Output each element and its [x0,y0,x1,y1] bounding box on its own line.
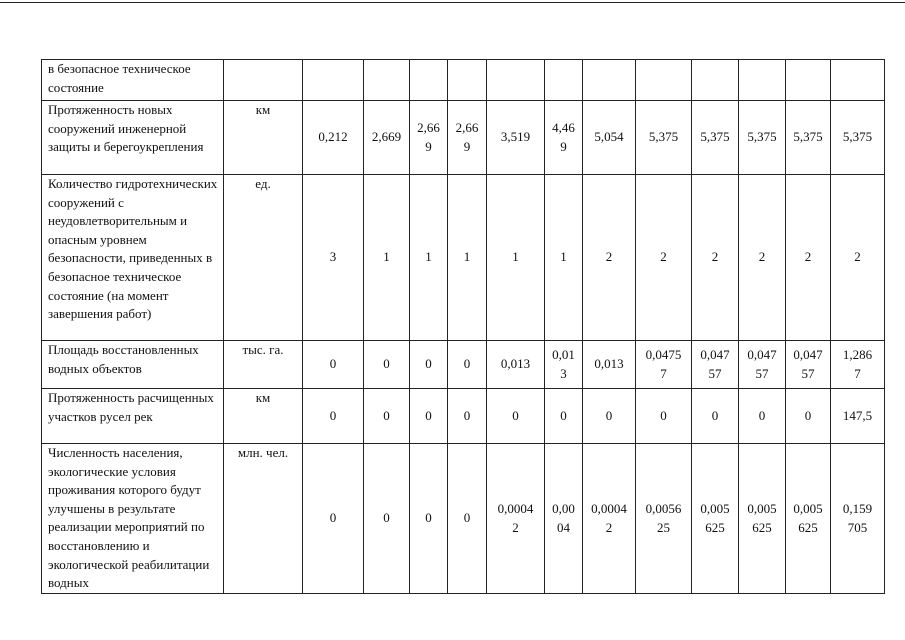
value-text: 2,669 [371,129,402,145]
value-cell [303,175,364,341]
value-text: 5,375 [648,129,679,145]
value-cell [786,60,831,101]
value-cell [303,101,364,175]
value-cell [692,389,739,444]
value-text: 0,047 57 [747,346,777,381]
value-text: 3,519 [500,129,531,145]
value-cell [303,60,364,101]
value-cell [692,60,739,101]
value-cell [545,101,583,175]
value-text: 0,0004 2 [497,500,534,535]
value-text: 5,375 [842,129,873,145]
value-cell [364,341,410,389]
value-cell [545,175,583,341]
value-text: 0 [425,510,432,526]
value-cell [739,101,786,175]
value-cell [487,101,545,175]
table-row [42,60,885,101]
value-cell [364,389,410,444]
value-text: 2 [660,249,667,265]
value-text: 5,375 [793,129,823,145]
value-cell [831,444,885,594]
value-text: 0 [383,356,390,372]
value-cell [739,389,786,444]
value-cell [692,341,739,389]
value-cell [831,175,885,341]
value-text: 0,013 [594,356,624,372]
value-cell [831,341,885,389]
value-cell [410,341,448,389]
unit-cell: млн. чел. [224,444,303,594]
value-text: 2 [605,249,613,265]
value-cell [545,389,583,444]
value-text: 0 [463,510,471,526]
value-cell [303,341,364,389]
indicator-name-cell: Количество гидротехнических сооружений с неудовлетворительным и опасным уровнем безопасности, приведенных в безопасное техническое состояние (на момент завершения работ) [42,175,224,341]
value-text: 0,0056 25 [645,500,682,535]
value-text: 2,66 9 [417,119,440,154]
value-cell [636,60,692,101]
value-text: 1 [512,249,519,265]
value-cell [410,101,448,175]
value-text: 3 [329,249,337,265]
value-cell [739,175,786,341]
value-cell [786,444,831,594]
value-cell [487,60,545,101]
value-text: 0 [660,407,667,423]
table-row [42,101,885,175]
value-cell [545,444,583,594]
unit-cell: ед. [224,175,303,341]
value-cell [410,389,448,444]
value-cell [448,101,487,175]
value-text: 5,375 [700,129,730,145]
value-cell [831,389,885,444]
table-row [42,444,885,594]
value-text: 0 [425,356,432,372]
table-row [42,341,885,389]
value-cell [448,341,487,389]
value-cell [487,444,545,594]
value-text: 0 [512,407,519,423]
value-cell [410,175,448,341]
value-text: 1 [425,249,432,265]
value-cell [410,60,448,101]
value-cell [739,444,786,594]
value-text: 2 [804,249,812,265]
value-cell [583,444,636,594]
indicators-table [41,59,885,594]
value-cell [739,341,786,389]
value-text: 0 [560,407,567,423]
value-cell [303,389,364,444]
value-text: 0,01 3 [552,346,575,381]
unit-cell [224,60,303,101]
value-cell [487,389,545,444]
unit-cell: тыс. га. [224,341,303,389]
value-cell [583,175,636,341]
value-cell [786,101,831,175]
value-cell [692,444,739,594]
value-text: 1 [560,249,567,265]
value-cell [364,175,410,341]
value-text: 0 [329,510,337,526]
value-cell [364,60,410,101]
value-cell [583,389,636,444]
indicator-name-cell: Протяженность расчищенных участков русел рек [42,389,224,444]
value-text: 0,159 705 [842,500,873,535]
value-text: 2 [854,249,861,265]
value-text: 0,0004 2 [591,500,627,535]
value-cell [487,341,545,389]
value-cell [583,101,636,175]
value-cell [545,60,583,101]
value-text: 0 [463,407,471,423]
value-cell [636,389,692,444]
value-cell [448,389,487,444]
value-cell [410,444,448,594]
unit-cell: км [224,101,303,175]
value-cell [364,444,410,594]
value-text: 0 [383,407,390,423]
value-text: 0,0475 7 [645,346,682,381]
value-text: 0,005 625 [793,500,823,535]
table-row [42,175,885,341]
value-cell [583,341,636,389]
value-text: 0,013 [500,356,531,372]
value-text: 0 [329,356,337,372]
value-text: 4,46 9 [552,119,575,154]
indicator-name-cell: Площадь восстановленных водных объектов [42,341,224,389]
value-text: 0,00 04 [552,500,575,535]
value-cell [786,175,831,341]
value-cell [487,175,545,341]
value-cell [364,101,410,175]
value-cell [786,341,831,389]
value-text: 1 [463,249,471,265]
value-text: 0,005 625 [747,500,777,535]
value-cell [786,389,831,444]
value-text: 2,66 9 [455,119,479,154]
value-text: 0,005 625 [700,500,730,535]
indicator-name-cell: в безопасное техническое состояние [42,60,224,101]
indicator-name-cell: Численность населения, экологические условия проживания которого будут улучшены в результате реализации мероприятий по восстановлению и экологической реабилитации водных [42,444,224,594]
value-text: 0 [605,407,613,423]
unit-cell: км [224,389,303,444]
value-text: 5,375 [747,129,777,145]
value-cell [831,60,885,101]
value-text: 0 [804,407,812,423]
value-text: 0 [425,407,432,423]
value-cell [448,444,487,594]
value-text: 0 [711,407,719,423]
value-cell [545,341,583,389]
value-text: 0,212 [318,129,348,145]
value-cell [636,101,692,175]
value-text: 0 [758,407,766,423]
value-cell [636,444,692,594]
value-text: 147,5 [842,407,873,423]
value-text: 5,054 [594,129,624,145]
value-cell [692,101,739,175]
value-cell [636,175,692,341]
indicator-name-cell: Протяженность новых сооружений инженерной защиты и берегоукрепления [42,101,224,175]
value-cell [583,60,636,101]
value-text: 1,286 7 [842,346,873,381]
value-text: 0 [463,356,471,372]
value-text: 0 [329,407,337,423]
value-cell [448,175,487,341]
value-cell [303,444,364,594]
value-text: 0 [383,510,390,526]
page-top-rule [0,2,905,3]
value-cell [831,101,885,175]
value-cell [739,60,786,101]
value-text: 0,047 57 [700,346,730,381]
value-cell [448,60,487,101]
value-text: 2 [758,249,766,265]
value-cell [692,175,739,341]
value-text: 2 [711,249,719,265]
table-row [42,389,885,444]
value-text: 0,047 57 [793,346,823,381]
value-text: 1 [383,249,390,265]
value-cell [636,341,692,389]
